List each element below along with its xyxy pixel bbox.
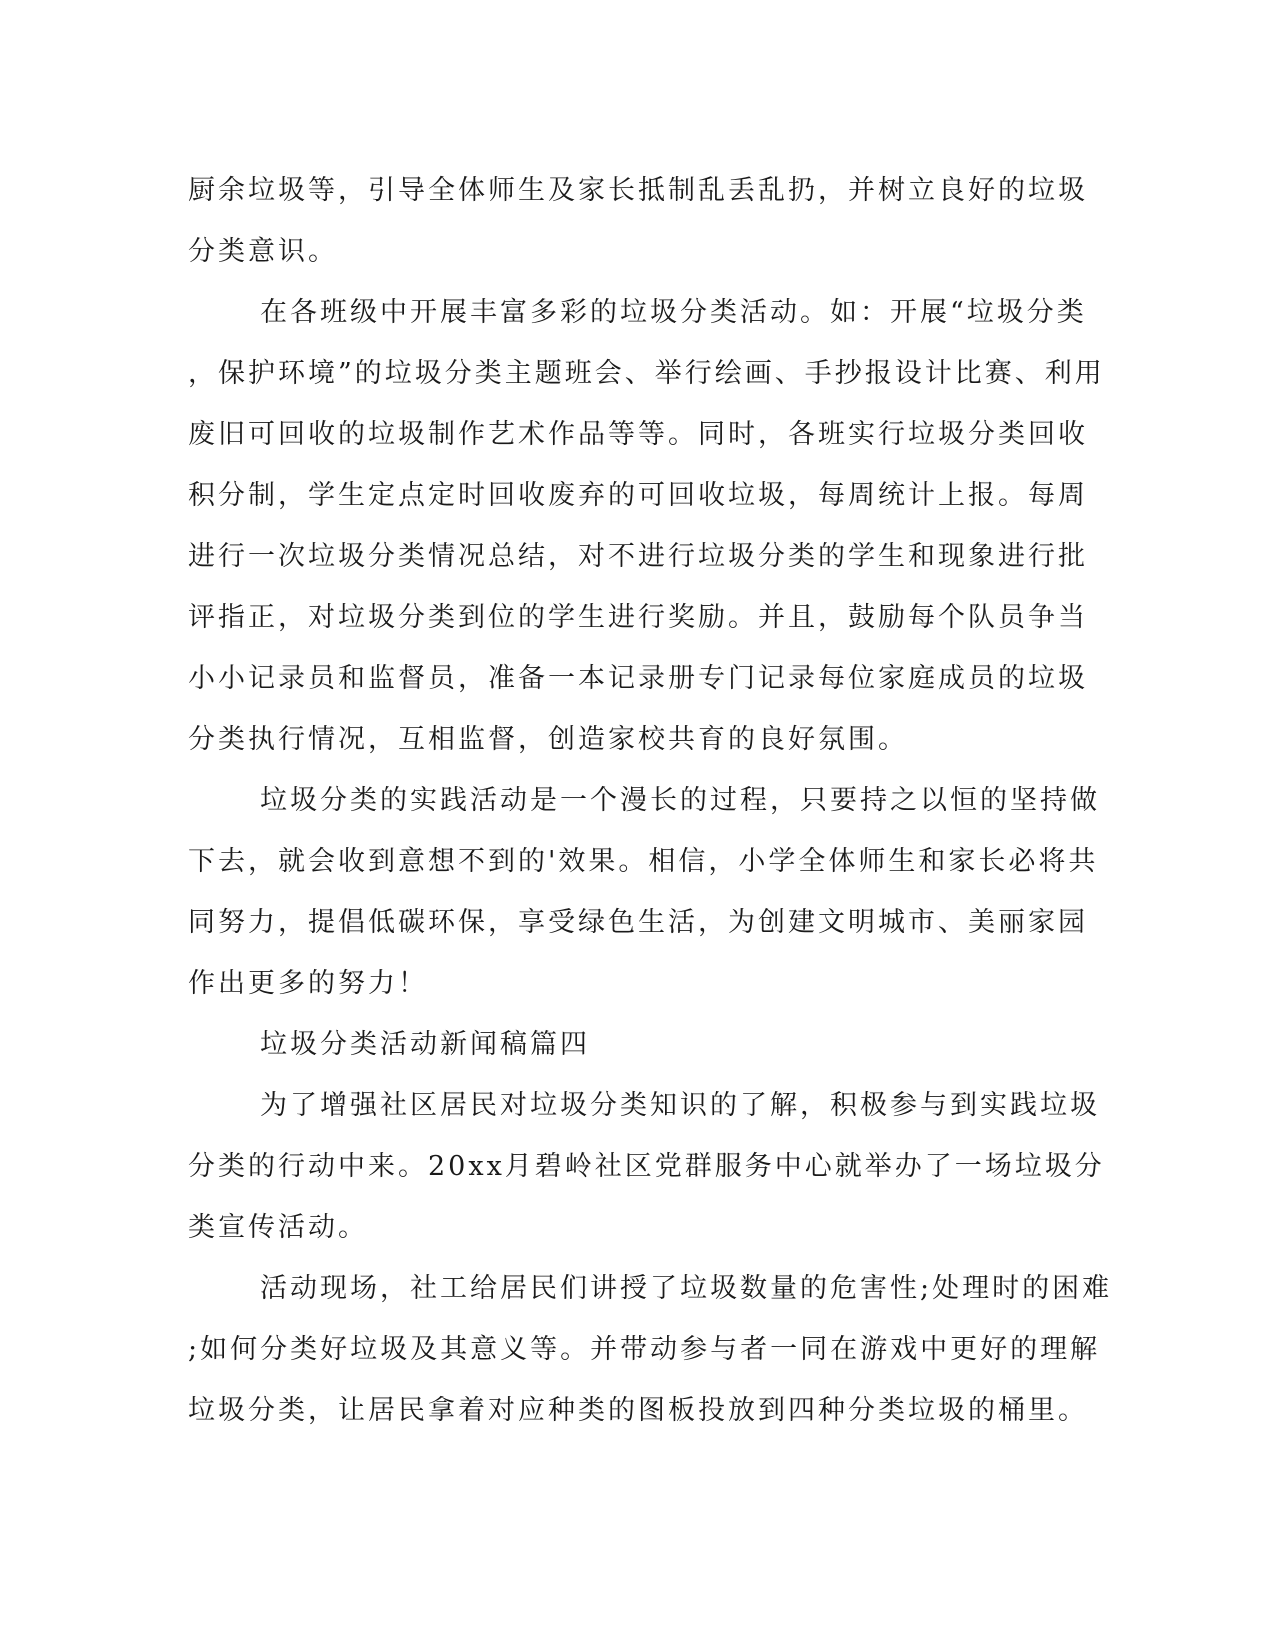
text-line: 厨余垃圾等，引导全体师生及家长抵制乱丢乱扔，并树立良好的垃圾 bbox=[188, 175, 1088, 206]
text-line: 类宣传活动。 bbox=[188, 1212, 368, 1243]
text-line: ，保护环境”的垃圾分类主题班会、举行绘画、手抄报设计比赛、利用 bbox=[188, 358, 1105, 389]
text-line: 进行一次垃圾分类情况总结，对不进行垃圾分类的学生和现象进行批 bbox=[188, 541, 1088, 572]
text-line: 积分制，学生定点定时回收废弃的可回收垃圾，每周统计上报。每周 bbox=[188, 480, 1088, 511]
document-body bbox=[188, 160, 1113, 1441]
text-line: ;如何分类好垃圾及其意义等。并带动参与者一同在游戏中更好的理解 bbox=[188, 1334, 1101, 1365]
text-line: 在各班级中开展丰富多彩的垃圾分类活动。如：开展“垃圾分类 bbox=[260, 297, 1087, 328]
text-line: 分类的行动中来。20xx月碧岭社区党群服务中心就举办了一场垃圾分 bbox=[188, 1151, 1105, 1182]
text-line: 同努力，提倡低碳环保，享受绿色生活，为创建文明城市、美丽家园 bbox=[188, 907, 1088, 938]
text-line: 为了增强社区居民对垃圾分类知识的了解，积极参与到实践垃圾 bbox=[260, 1090, 1100, 1121]
text-line: 分类意识。 bbox=[188, 236, 338, 267]
text-line: 垃圾分类，让居民拿着对应种类的图板投放到四种分类垃圾的桶里。 bbox=[188, 1395, 1088, 1426]
text-line: 小小记录员和监督员，准备一本记录册专门记录每位家庭成员的垃圾 bbox=[188, 663, 1088, 694]
text-line: 活动现场，社工给居民们讲授了垃圾数量的危害性;处理时的困难 bbox=[260, 1273, 1113, 1304]
text-line: 分类执行情况，互相监督，创造家校共育的良好氛围。 bbox=[188, 724, 908, 755]
text-line: 废旧可回收的垃圾制作艺术作品等等。同时，各班实行垃圾分类回收 bbox=[188, 419, 1088, 450]
text-line: 评指正，对垃圾分类到位的学生进行奖励。并且，鼓励每个队员争当 bbox=[188, 602, 1088, 633]
text-line: 下去，就会收到意想不到的'效果。相信，小学全体师生和家长必将共 bbox=[188, 846, 1099, 877]
text-line: 垃圾分类的实践活动是一个漫长的过程，只要持之以恒的坚持做 bbox=[260, 785, 1100, 816]
text-line: 垃圾分类活动新闻稿篇四 bbox=[260, 1029, 590, 1060]
text-line: 作出更多的努力！ bbox=[188, 968, 428, 999]
